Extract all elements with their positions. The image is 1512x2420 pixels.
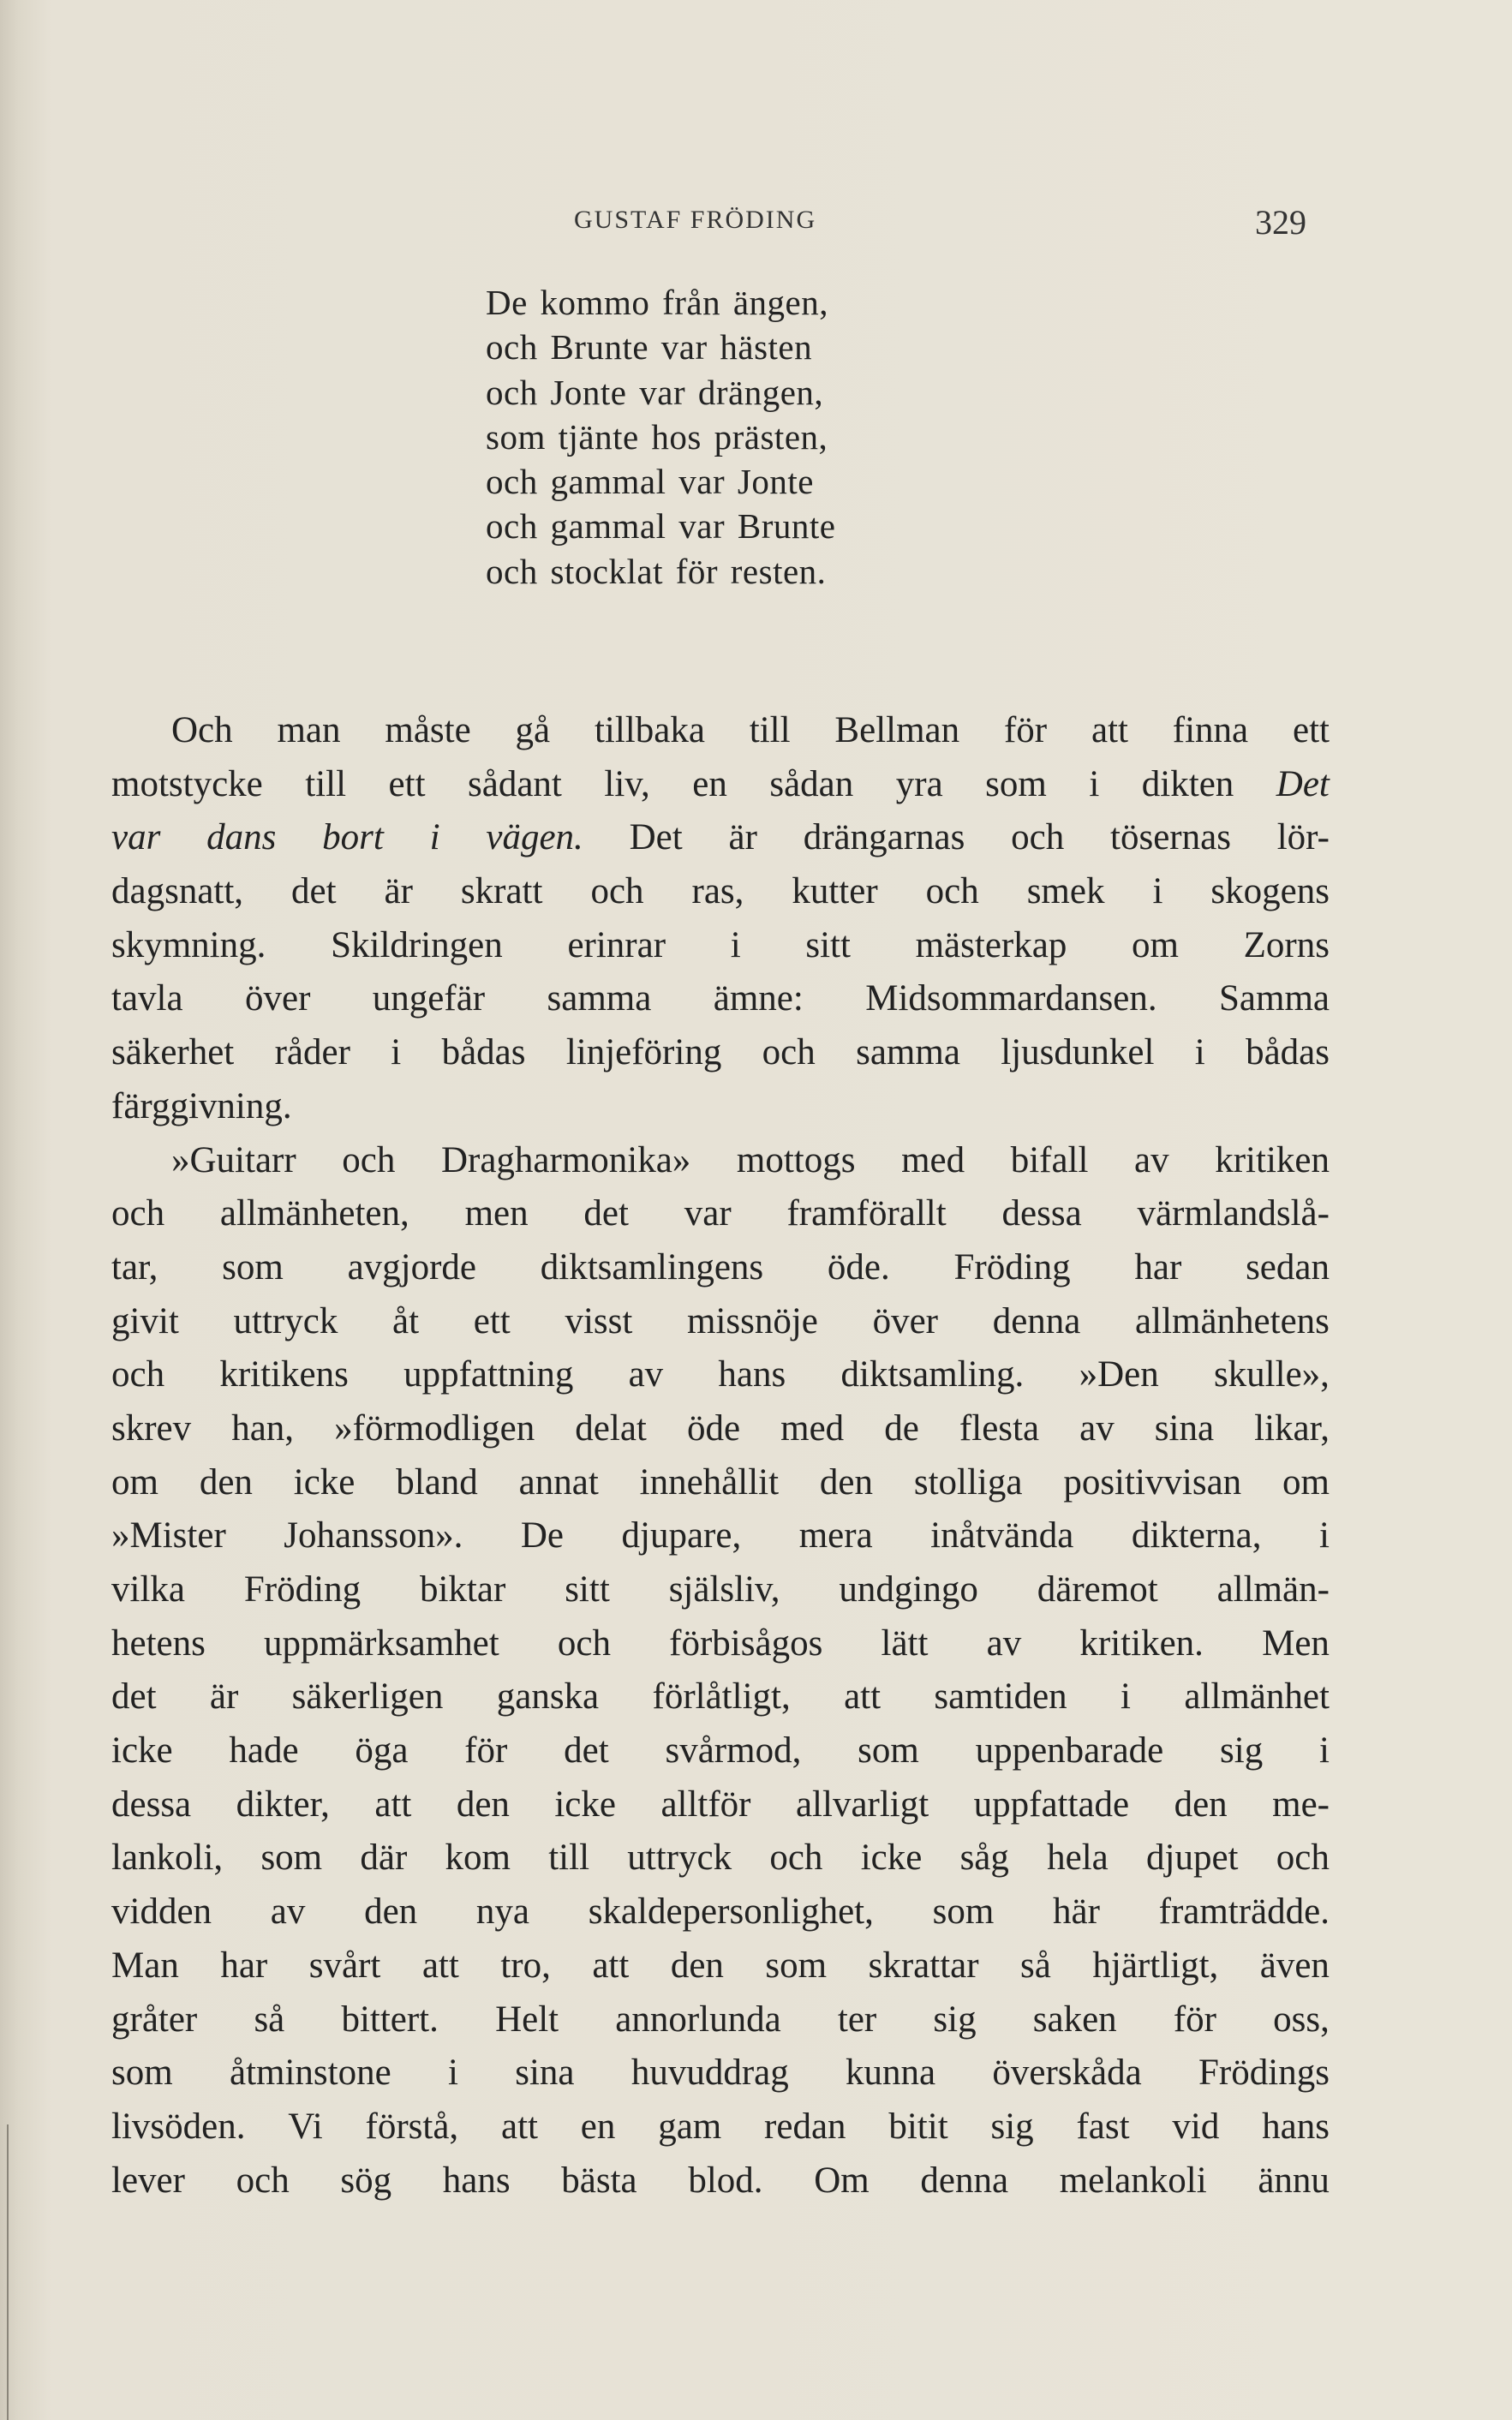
prose-line xyxy=(111,1939,1330,1993)
prose-word: att xyxy=(592,1945,630,1986)
prose-word: linjeföring xyxy=(565,1032,722,1073)
prose-word: blod. xyxy=(688,2160,763,2201)
prose-word: sig xyxy=(933,1999,977,2040)
prose-word: ungefär xyxy=(372,978,486,1019)
prose-word: Det xyxy=(1276,763,1330,804)
prose-word: dikter, xyxy=(236,1784,330,1825)
prose-word: kutter xyxy=(792,871,878,912)
prose-word: allvarligt xyxy=(795,1784,929,1825)
prose-word: i xyxy=(730,924,741,965)
gutter-edge xyxy=(7,2124,9,2420)
prose-word: och xyxy=(762,1032,816,1073)
prose-line xyxy=(111,919,1330,973)
prose-word: av xyxy=(628,1354,664,1395)
prose-word: lör- xyxy=(1276,817,1330,858)
prose-word: förbisågos xyxy=(669,1622,823,1664)
prose-word: kunna xyxy=(846,2053,936,2094)
prose-word: framträdde. xyxy=(1158,1891,1330,1933)
prose-word: allmänhetens xyxy=(1135,1300,1330,1341)
prose-word: skulle», xyxy=(1213,1354,1330,1395)
prose-body xyxy=(111,704,1330,2208)
prose-word: saken xyxy=(1032,1999,1117,2040)
prose-word: säkerhet xyxy=(111,1032,235,1073)
prose-word: ganska xyxy=(496,1676,600,1718)
running-header-author: GUSTAF FRÖDING xyxy=(574,206,817,234)
poem-line: och Jonte var drängen, xyxy=(486,372,824,412)
prose-word: det xyxy=(564,1730,609,1772)
prose-line xyxy=(111,1563,1330,1617)
prose-word: av xyxy=(1079,1407,1115,1449)
prose-word: De xyxy=(520,1515,564,1557)
prose-word: oss, xyxy=(1273,1999,1330,2040)
prose-word: och xyxy=(590,871,644,912)
prose-word: bitit xyxy=(888,2106,948,2147)
prose-word: Samma xyxy=(1219,978,1330,1019)
prose-word: sitt xyxy=(805,924,851,965)
prose-word: dagsnatt, xyxy=(111,871,244,912)
prose-word: skaldepersonlighet, xyxy=(588,1891,874,1933)
prose-word: sig xyxy=(1220,1730,1264,1772)
prose-word: i xyxy=(1319,1515,1330,1557)
prose-word: uppfattade xyxy=(973,1784,1130,1825)
prose-line xyxy=(111,1509,1330,1563)
prose-word: flesta xyxy=(959,1407,1040,1449)
prose-word: redan xyxy=(764,2106,846,2147)
prose-word: Dragharmonika» xyxy=(440,1139,691,1180)
prose-word: som xyxy=(932,1891,995,1933)
prose-line xyxy=(111,1080,1330,1134)
prose-word: vägen. xyxy=(486,817,583,858)
poem-line: och stocklat för resten. xyxy=(486,551,827,591)
prose-word: denna xyxy=(920,2160,1009,2201)
prose-word: sig xyxy=(990,2106,1034,2147)
prose-word: melankoli xyxy=(1059,2160,1207,2201)
prose-word: i xyxy=(429,817,440,858)
prose-word: mera xyxy=(798,1515,873,1557)
prose-word: ännu xyxy=(1258,2160,1330,2201)
prose-word: liv, xyxy=(604,763,650,804)
prose-word: hans xyxy=(442,2160,511,2201)
prose-word: bifall xyxy=(1010,1139,1089,1180)
prose-word: lätt xyxy=(881,1622,929,1664)
prose-word: gråter xyxy=(111,1999,198,2040)
prose-word: sina xyxy=(515,2053,575,2094)
prose-word: med xyxy=(780,1407,845,1449)
prose-word: om xyxy=(1282,1461,1330,1503)
prose-line xyxy=(111,972,1330,1026)
prose-word: likar, xyxy=(1254,1407,1330,1449)
prose-word: så xyxy=(254,1999,285,2040)
prose-word: sög xyxy=(340,2160,392,2201)
prose-word: vidden xyxy=(111,1891,212,1933)
prose-word: dessa xyxy=(111,1784,192,1825)
prose-word: att xyxy=(500,2106,538,2147)
prose-word: även xyxy=(1259,1945,1330,1986)
prose-word: diktsamlingens xyxy=(540,1246,764,1288)
poem-line: som tjänte hos prästen, xyxy=(486,416,828,457)
prose-word: och xyxy=(769,1837,823,1879)
prose-word: över xyxy=(872,1300,938,1341)
prose-word: icke xyxy=(111,1730,173,1772)
prose-word: är xyxy=(728,817,757,858)
prose-word: var xyxy=(111,817,161,858)
prose-word: till xyxy=(305,763,347,804)
prose-word: och xyxy=(342,1139,396,1180)
prose-word: åtminstone xyxy=(229,2053,391,2094)
prose-word: den xyxy=(199,1461,253,1503)
prose-line xyxy=(111,1456,1330,1510)
prose-word: allmänhet xyxy=(1184,1676,1330,1718)
prose-word: Det xyxy=(629,817,683,858)
prose-word: i xyxy=(1319,1730,1330,1772)
prose-word: diktsamling. xyxy=(840,1354,1025,1395)
prose-word: hetens xyxy=(111,1622,206,1664)
prose-word: om xyxy=(111,1461,158,1503)
prose-word: givit xyxy=(111,1300,179,1341)
prose-word: bästa xyxy=(561,2160,637,2201)
prose-word: motstycke xyxy=(111,763,263,804)
prose-word: mottogs xyxy=(736,1139,856,1180)
prose-word: sådan xyxy=(769,763,854,804)
prose-line xyxy=(111,2100,1330,2154)
prose-word: svårt xyxy=(308,1945,381,1986)
prose-word: har xyxy=(1134,1246,1182,1288)
prose-line xyxy=(111,2047,1330,2100)
prose-word: skrattar xyxy=(868,1945,979,1986)
prose-word: över xyxy=(244,978,311,1019)
prose-line xyxy=(111,1187,1330,1241)
prose-word: det xyxy=(111,1676,157,1718)
prose-word: »Guitarr xyxy=(171,1139,296,1180)
prose-word: förlåtligt, xyxy=(652,1676,791,1718)
prose-word: av xyxy=(986,1622,1022,1664)
prose-word: förstå, xyxy=(365,2106,459,2147)
prose-word: som xyxy=(222,1246,284,1288)
prose-word: fast xyxy=(1076,2106,1130,2147)
prose-word: uppenbarade xyxy=(975,1730,1164,1772)
prose-word: för xyxy=(1003,710,1048,750)
prose-word: samma xyxy=(547,978,652,1019)
prose-word: Och xyxy=(171,710,233,750)
prose-word: och xyxy=(111,1193,165,1234)
prose-line xyxy=(111,1134,1330,1188)
prose-word: med xyxy=(901,1139,965,1180)
poem-line: De kommo från ängen, xyxy=(486,283,828,322)
prose-word: en xyxy=(580,2106,616,2147)
prose-word: me- xyxy=(1272,1784,1330,1825)
prose-word: »Den xyxy=(1079,1354,1159,1395)
prose-word: i xyxy=(1194,1032,1205,1073)
prose-word: har xyxy=(220,1945,268,1986)
prose-word: samma xyxy=(856,1032,960,1073)
prose-word: denna xyxy=(992,1300,1081,1341)
prose-word: inåtvända xyxy=(930,1515,1074,1557)
prose-word: råder xyxy=(274,1032,350,1073)
prose-word: skymning. xyxy=(111,924,266,965)
prose-word: till xyxy=(749,710,791,750)
prose-word: icke xyxy=(860,1837,923,1879)
prose-word: uttryck xyxy=(233,1300,338,1341)
prose-word: för xyxy=(464,1730,508,1772)
prose-word: allmänheten, xyxy=(219,1193,409,1234)
prose-word: djupare, xyxy=(621,1515,742,1557)
prose-word: som xyxy=(765,1945,828,1986)
prose-word: man xyxy=(277,710,341,750)
prose-word: vid xyxy=(1172,2106,1220,2147)
prose-word: är xyxy=(384,871,413,912)
prose-word: alltför xyxy=(660,1784,751,1825)
prose-word: sina xyxy=(1154,1407,1215,1449)
prose-word: Fröding xyxy=(953,1246,1071,1288)
prose-word: Johansson». xyxy=(284,1515,463,1557)
prose-word: ämne: xyxy=(713,978,804,1019)
page-number: 329 xyxy=(1255,203,1306,242)
prose-word: Om xyxy=(814,2160,870,2201)
prose-word: det xyxy=(583,1193,629,1234)
prose-line xyxy=(111,1348,1330,1402)
prose-line xyxy=(111,1831,1330,1885)
prose-word: färggivning. xyxy=(111,1085,292,1126)
prose-word: han, xyxy=(231,1407,295,1449)
prose-word: tösernas xyxy=(1110,817,1231,858)
prose-word: Bellman xyxy=(834,710,960,750)
prose-word: öga xyxy=(355,1730,409,1772)
prose-word: där xyxy=(360,1837,408,1879)
prose-word: i xyxy=(447,2053,458,2094)
prose-line xyxy=(111,811,1330,865)
prose-word: tavla xyxy=(111,978,183,1019)
prose-word: dikterna, xyxy=(1131,1515,1262,1557)
prose-word: hela xyxy=(1047,1837,1109,1879)
prose-word: annorlunda xyxy=(615,1999,781,2040)
prose-word: men xyxy=(464,1193,529,1234)
prose-word: djupet xyxy=(1146,1837,1239,1879)
prose-word: överskåda xyxy=(992,2053,1142,2094)
prose-word: uttryck xyxy=(627,1837,732,1879)
prose-word: mästerkap xyxy=(915,924,1067,965)
prose-word: hans xyxy=(1262,2106,1330,2147)
prose-word: huvuddrag xyxy=(630,2053,789,2094)
prose-word: gam xyxy=(658,2106,722,2147)
prose-word: ett xyxy=(1292,710,1330,750)
prose-word: sådant xyxy=(468,763,562,804)
prose-word: den xyxy=(364,1891,418,1933)
prose-word: visst xyxy=(565,1300,633,1341)
prose-word: skratt xyxy=(460,871,543,912)
prose-line xyxy=(111,1241,1330,1295)
prose-word: den xyxy=(456,1784,510,1825)
prose-line xyxy=(111,1778,1330,1832)
prose-word: av xyxy=(270,1891,306,1933)
prose-word: och xyxy=(1011,817,1065,858)
prose-word: drängarnas xyxy=(803,817,965,858)
prose-word: dans xyxy=(206,817,277,858)
prose-word: i xyxy=(391,1032,402,1073)
prose-word: Frödings xyxy=(1198,2053,1330,2094)
prose-word: yra xyxy=(895,763,943,804)
poem-line: och Brunte var hästen xyxy=(486,327,813,367)
prose-word: skrev xyxy=(111,1407,192,1449)
prose-word: allmän- xyxy=(1216,1569,1330,1610)
prose-word: och xyxy=(111,1354,165,1395)
prose-word: nya xyxy=(475,1891,529,1933)
prose-word: innehållit xyxy=(639,1461,780,1503)
prose-word: ett xyxy=(388,763,426,804)
prose-word: själsliv, xyxy=(668,1569,780,1610)
prose-word: annat xyxy=(518,1461,599,1503)
prose-line xyxy=(111,704,1330,758)
prose-line xyxy=(111,1993,1330,2047)
prose-word: icke xyxy=(554,1784,616,1825)
prose-word: som xyxy=(111,2053,173,2094)
prose-word: och xyxy=(925,871,979,912)
prose-word: bland xyxy=(396,1461,478,1503)
prose-word: som xyxy=(858,1730,919,1772)
prose-word: så xyxy=(1020,1945,1051,1986)
prose-word: åt xyxy=(392,1300,420,1341)
prose-line xyxy=(111,1295,1330,1349)
prose-word: gå xyxy=(515,710,551,750)
prose-word: ljusdunkel xyxy=(1001,1032,1155,1073)
prose-word: bittert. xyxy=(341,1999,439,2040)
prose-word: »förmodligen xyxy=(334,1407,535,1449)
prose-word: är xyxy=(209,1676,239,1718)
prose-word: stolliga xyxy=(913,1461,1023,1503)
prose-word: de xyxy=(884,1407,919,1449)
prose-word: Skildringen xyxy=(331,924,503,965)
prose-word: att xyxy=(374,1784,412,1825)
prose-word: hans xyxy=(718,1354,786,1395)
prose-word: öde. xyxy=(827,1246,890,1288)
prose-word: för xyxy=(1173,1999,1216,2040)
prose-word: värmlandslå- xyxy=(1137,1193,1330,1234)
prose-word: tro, xyxy=(500,1945,551,1986)
prose-word: den xyxy=(1174,1784,1228,1825)
prose-line xyxy=(111,1724,1330,1778)
prose-word: ett xyxy=(473,1300,511,1341)
prose-word: hjärtligt, xyxy=(1092,1945,1219,1986)
prose-word: här xyxy=(1053,1891,1100,1933)
prose-word: i xyxy=(1089,763,1100,804)
prose-word: finna xyxy=(1172,710,1249,750)
prose-word: måste xyxy=(385,710,471,750)
prose-word: missnöje xyxy=(687,1300,818,1341)
prose-word: i xyxy=(1121,1676,1131,1718)
prose-word: bort xyxy=(322,817,384,858)
prose-word: bådas xyxy=(1246,1032,1330,1073)
prose-word: kritikens xyxy=(219,1354,349,1395)
prose-word: »Mister xyxy=(111,1515,226,1557)
prose-word: och xyxy=(236,2160,290,2201)
prose-word: säkerligen xyxy=(291,1676,444,1718)
prose-word: Fröding xyxy=(243,1569,362,1610)
prose-word: Midsommardansen. xyxy=(865,978,1157,1019)
prose-word: tillbaka xyxy=(594,710,705,750)
prose-word: positivvisan xyxy=(1063,1461,1242,1503)
prose-word: framförallt xyxy=(786,1193,947,1234)
prose-word: dessa xyxy=(1001,1193,1082,1234)
prose-line xyxy=(111,758,1330,812)
prose-word: icke xyxy=(293,1461,356,1503)
prose-word: Helt xyxy=(495,1999,559,2040)
prose-word: sedan xyxy=(1246,1246,1330,1288)
prose-word: Men xyxy=(1262,1622,1330,1664)
prose-word: samtiden xyxy=(934,1676,1067,1718)
prose-word: och xyxy=(1276,1837,1330,1879)
poem-stanza xyxy=(486,280,1085,594)
prose-word: avgjorde xyxy=(347,1246,477,1288)
prose-word: dikten xyxy=(1141,763,1234,804)
poem-line: och gammal var Brunte xyxy=(486,506,836,547)
running-header xyxy=(0,202,1512,242)
prose-word: som xyxy=(985,763,1047,804)
prose-word: skogens xyxy=(1210,871,1330,912)
poem-line: och gammal var Jonte xyxy=(486,462,814,502)
prose-line xyxy=(111,1885,1330,1939)
prose-word: undgingo xyxy=(839,1569,978,1610)
prose-word: Man xyxy=(111,1945,179,1986)
prose-word: var xyxy=(684,1193,732,1234)
prose-word: som xyxy=(260,1837,323,1879)
prose-word: hade xyxy=(229,1730,299,1772)
prose-word: av xyxy=(1134,1139,1169,1180)
prose-word: kom xyxy=(445,1837,511,1879)
prose-line xyxy=(111,1026,1330,1080)
prose-word: uppfattning xyxy=(403,1354,574,1395)
prose-word: ras, xyxy=(691,871,744,912)
prose-word: att xyxy=(421,1945,459,1986)
prose-word: erinrar xyxy=(567,924,666,965)
prose-word: ter xyxy=(837,1999,877,2040)
prose-word: däremot xyxy=(1037,1569,1158,1610)
prose-word: tar, xyxy=(111,1246,158,1288)
prose-line xyxy=(111,1617,1330,1671)
prose-word: kritiken. xyxy=(1079,1622,1204,1664)
prose-word: till xyxy=(548,1837,590,1879)
prose-word: i xyxy=(1152,871,1163,912)
prose-word: den xyxy=(670,1945,724,1986)
prose-word: bådas xyxy=(441,1032,526,1073)
prose-word: uppmärksamhet xyxy=(264,1622,499,1664)
prose-word: Zorns xyxy=(1243,924,1330,965)
prose-word: delat xyxy=(575,1407,647,1449)
prose-word: lever xyxy=(111,2160,185,2201)
prose-word: svårmod, xyxy=(665,1730,802,1772)
prose-word: öde xyxy=(686,1407,741,1449)
prose-line xyxy=(111,865,1330,919)
prose-word: att xyxy=(844,1676,882,1718)
prose-word: såg xyxy=(959,1837,1009,1879)
prose-line xyxy=(111,2154,1330,2208)
prose-line xyxy=(111,1670,1330,1724)
prose-word: biktar xyxy=(419,1569,506,1610)
prose-word: en xyxy=(692,763,727,804)
prose-word: kritiken xyxy=(1215,1139,1330,1180)
prose-word: smek xyxy=(1026,871,1105,912)
prose-word: det xyxy=(291,871,337,912)
prose-line xyxy=(111,1402,1330,1456)
prose-word: lankoli, xyxy=(111,1837,224,1879)
prose-word: om xyxy=(1132,924,1179,965)
prose-word: Vi xyxy=(288,2106,323,2147)
prose-word: och xyxy=(557,1622,611,1664)
prose-word: sitt xyxy=(565,1569,610,1610)
prose-word: vilka xyxy=(111,1569,185,1610)
prose-word: den xyxy=(819,1461,873,1503)
prose-word: livsöden. xyxy=(111,2106,246,2147)
prose-word: att xyxy=(1091,710,1128,750)
